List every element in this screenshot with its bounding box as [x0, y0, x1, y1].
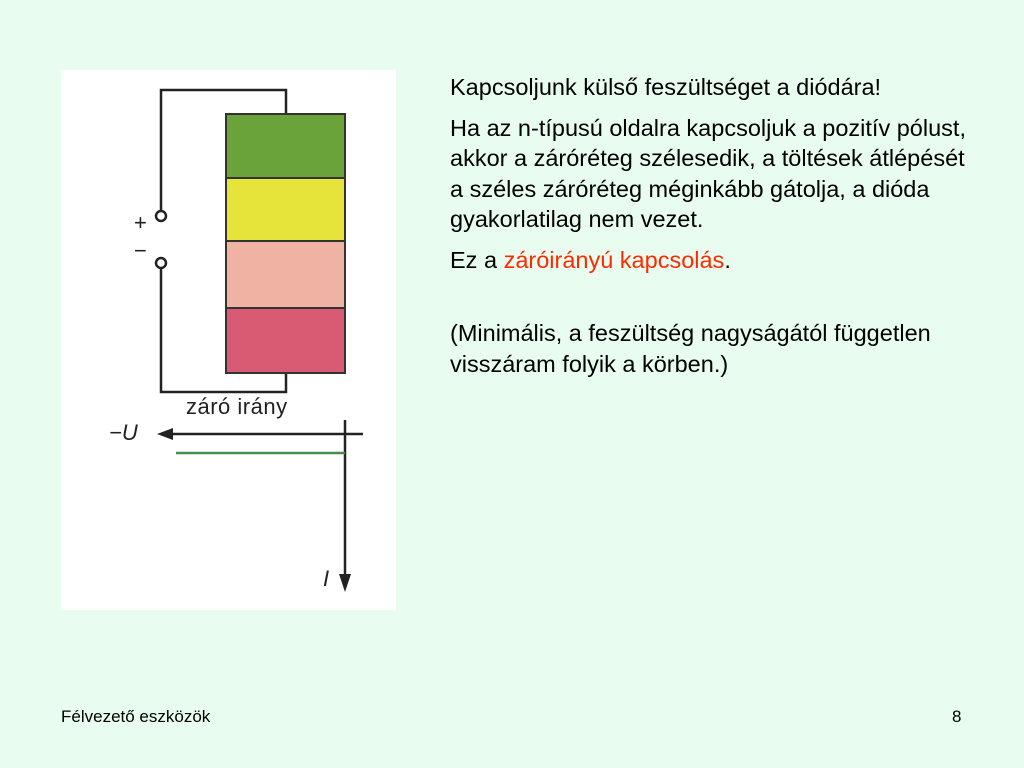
explanation-paragraph: Ha az n-típusú oldalra kapcsoljuk a pozitív pólust, akkor a záróréteg szélesedik, a töltések átlépését a széles záróréteg méginkább gátolja, a dióda gyakorlatilag nem vezet.: [450, 114, 966, 232]
minus-label: −: [134, 238, 147, 263]
u-axis-arrowhead: [157, 428, 173, 440]
footer-title: Félvezető eszközök: [61, 707, 211, 726]
i-axis-arrowhead: [339, 574, 351, 592]
conclusion-prefix: Ez a: [450, 246, 504, 273]
slide-text: [450, 72, 970, 379]
conclusion-line: [450, 245, 970, 276]
i-axis-label: I: [323, 566, 330, 591]
plus-label: +: [134, 210, 147, 235]
intro-line: Kapcsoljunk külső feszültséget a diódára!: [450, 74, 882, 100]
positive-terminal: [156, 211, 166, 221]
layer-p-light: [226, 241, 345, 308]
layer-n-light: [226, 178, 345, 241]
highlighted-term: záróirányú kapcsolás: [503, 246, 725, 273]
layer-n-dark: [226, 114, 345, 178]
diode-circuit-diagram: [61, 70, 396, 610]
page-number: 8: [952, 707, 962, 726]
direction-label: záró irány: [186, 394, 288, 419]
note-paragraph: (Minimális, a feszültség nagyságától független visszáram folyik a körben.): [450, 320, 931, 377]
layer-p-dark: [226, 308, 345, 373]
u-axis-label: −U: [109, 420, 138, 445]
diode-figure: [61, 70, 396, 610]
conclusion-suffix: .: [724, 246, 731, 273]
negative-terminal: [156, 258, 166, 268]
